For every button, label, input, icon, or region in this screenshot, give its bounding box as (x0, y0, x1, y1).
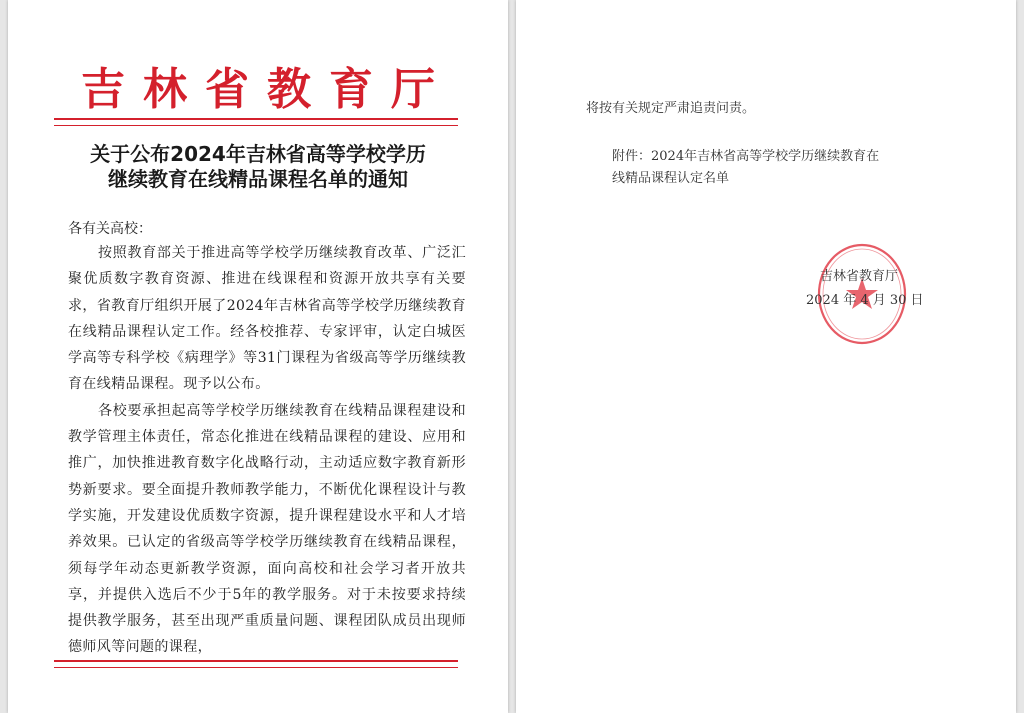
salutation: 各有关高校： (68, 221, 152, 237)
document-page-2 (516, 0, 1016, 713)
document-title-line-1: 关于公布2024年吉林省高等学校学历 (90, 142, 426, 166)
continuation-text: 将按有关规定严肃追责问责。 (586, 101, 756, 116)
footer-red-rule (54, 660, 458, 668)
paragraph-2: 各校要承担起高等学校学历继续教育在线精品课程建设和教学管理主体责任，常态化推进在线精品课程的建设、应用和推广，加快推进教育数字化战略行动，主动适应数字教育新形势新要求。要全面提升教师教学能力，不断优化课程设计与教学实施，开发建设优质数字资源，提升课程建设水平和人才培养效果。已认定的省级高等学校学历继续教育在线精品课程，须每学年动态更新教学资源，面向高校和社会学习者开放共享，并提供入选后不少于5年的教学服务。对于未按要求持续提供教学服务，甚至出现严重质量问题、课程团队成员出现师德师风等问题的课程， (68, 402, 466, 656)
paragraph-1: 按照教育部关于推进高等学校学历继续教育改革、广泛汇聚优质数字教育资源、推进在线课程和资源开放共享有关要求，省教育厅组织开展了2024年吉林省高等学校学历继续教育在线精品课程认定工作。经各校推荐、专家评审，认定白城医学高等专科学校《病理学》等31门课程为省级高等学历继续教育在线精品课程。现予以公布。 (68, 245, 466, 393)
document-title-line-2: 继续教育在线精品课程名单的通知 (108, 167, 408, 191)
document-page-1 (8, 0, 508, 713)
letterhead-red-rule (54, 118, 458, 126)
issue-date: 2024 年 4 月 30 日 (806, 293, 924, 308)
attachment-note: 附件：2024年吉林省高等学校学历继续教育在线精品课程认定名单 (612, 149, 880, 186)
letterhead: 吉林省教育厅 (81, 64, 453, 115)
issuer-signature: 吉林省教育厅 (820, 269, 899, 284)
body-text (68, 240, 466, 661)
